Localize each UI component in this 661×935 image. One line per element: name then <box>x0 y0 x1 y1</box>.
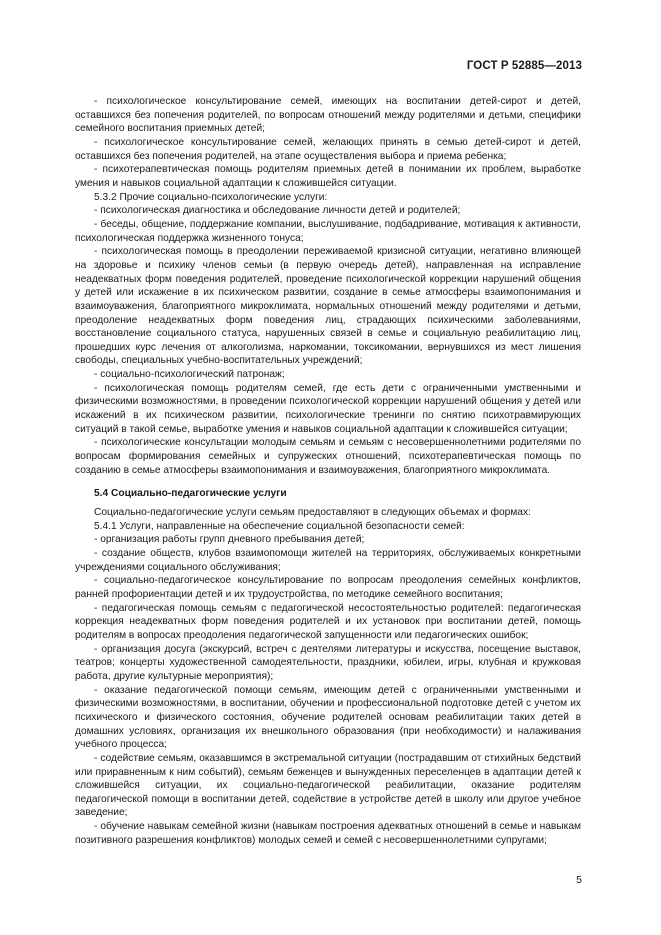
paragraph: - психологическая помощь родителям семей, где есть дети с ограниченными умственными и физическими возможностями, в проведении психологической коррекции нарушений общения у детей или искажений в их психическом развитии, психологические тренинги по снятию психотравмирующих ситуаций в такой семье, выработке умения и навыков социальной адаптации к сложившейся ситуации; <box>75 382 581 435</box>
paragraph: - обучение навыкам семейной жизни (навыкам построения адекватных отношений в семье и навыкам позитивного разрешения конфликтов) молодых семей и семей с несовершеннолетними супругами; <box>75 821 581 846</box>
paragraph: - беседы, общение, поддержание компании, выслушивание, подбадривание, мотивация к активности, психологическая поддержка жизненного тонуса; <box>75 218 581 244</box>
paragraph: Социально-педагогические услуги семьям предоставляют в следующих объемах и формах: <box>94 507 531 519</box>
paragraph: - психологическая помощь в преодолении переживаемой кризисной ситуации, негативно влияющей на здоровье и психику членов семьи (в первую очередь детей), направленная на исправление неадекватных форм поведения родителей, проведение психологической коррекции нарушений общения у детей или искажение в их психическом развитии, создание в семье атмосферы взаимопонимания и взаимоуважения, благоприятного микроклимата, нормальных отношений между родителями и детьми, преодоление неадекватных форм поведения лиц, страдающих психическими заболеваниями, восстановление социального статуса, нарушенных связей в семье и социальную реабилитацию лиц, прошедших курс лечения от алкоголизма, наркомании, токсикомании, вернувшихся из мест лишения свободы, специальных учебно-воспитательных учреждений; <box>75 246 581 367</box>
paragraph: - организация досуга (экскурсий, встреч с деятелями литературы и искусства, посещение выставок, театров; концерты художественной самодеятельности, праздники, юбилеи, игры, клубная и кружковая работа, другие культурные мероприятия); <box>75 643 581 682</box>
paragraph: - социально-психологический патронаж; <box>94 369 285 381</box>
paragraph: - оказание педагогической помощи семьям, имеющим детей с ограниченными умственными и физическими возможностями, в воспитании, обучении и профессиональной подготовке детей с учетом их психического и физического состояния, обучение родителей основам реабилитации таких детей в домашних условиях, организация их внешкольного образования (при необходимости) и налаживания учебного процесса; <box>75 684 581 751</box>
paragraph: - психологические консультации молодым семьям и семьям с несовершеннолетними родителями по вопросам формирования семейных и супружеских отношений, психотерапевтическая помощь по созданию в семье атмосферы взаимопонимания и взаимоуважения, благоприятного микроклимата. <box>75 437 581 476</box>
paragraph: - психологическое консультирование семей, имеющих на воспитании детей-сирот и детей, оставшихся без попечения родителей, по вопросам отношений между родителями и детьми, специфики семейного воспитания приемных детей; <box>75 96 581 135</box>
document-body <box>75 95 581 847</box>
document-header: ГОСТ Р 52885—2013 <box>466 60 582 72</box>
paragraph: 5.4.1 Услуги, направленные на обеспечение социальной безопасности семей: <box>94 520 465 532</box>
paragraph: - содействие семьям, оказавшимся в экстремальной ситуации (пострадавшим от стихийных бедствий или приравненным к ним событий), семьям беженцев и вынужденных переселенцев в адаптации детей к сложившейся ситуации, их социально-педагогической реабилитации, оказание родителям педагогической помощи в воспитании детей, содействие в устройстве детей в школу или другое учебное заведение; <box>75 752 581 819</box>
paragraph: - психологическая диагностика и обследование личности детей и родителей; <box>94 205 461 217</box>
section-heading: 5.4 Социально-педагогические услуги <box>94 488 287 500</box>
paragraph: - педагогическая помощь семьям с педагогической несостоятельностью родителей: педагогическая коррекция неадекватных форм поведения родителей и их установок при воспитании детей, помощь родителям в вопросах преодоления педагогической запущенности или педагогических ошибок; <box>75 602 581 641</box>
paragraph: - социально-педагогическое консультирование по вопросам преодоления семейных конфликтов, ранней профориентации детей и их трудоустройства, по методике семейного воспитания; <box>75 575 581 600</box>
paragraph: - создание обществ, клубов взаимопомощи жителей на территориях, обслуживаемых конкретными учреждениями социального обслуживания; <box>75 548 581 573</box>
page-number: 5 <box>576 874 582 886</box>
paragraph: - психотерапевтическая помощь родителям приемных детей в понимании их проблем, выработке умения и навыков социальной адаптации к сложившейся ситуации. <box>75 164 581 189</box>
paragraph: - организация работы групп дневного пребывания детей; <box>94 534 365 546</box>
paragraph: 5.3.2 Прочие социально-психологические услуги: <box>94 191 328 203</box>
paragraph: - психологическое консультирование семей, желающих принять в семью детей-сирот и детей, оставшихся без попечения родителей, на этапе осуществления выбора и приема ребенка; <box>75 136 581 162</box>
